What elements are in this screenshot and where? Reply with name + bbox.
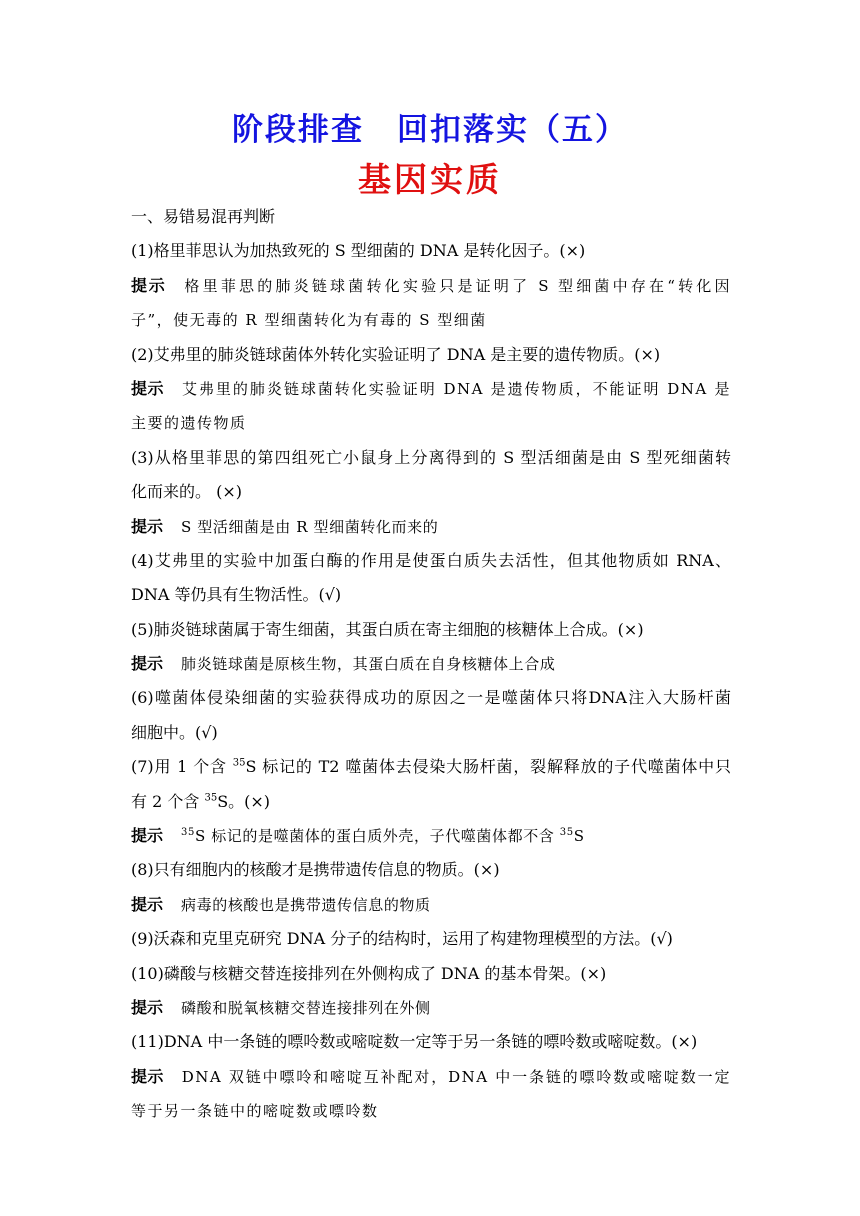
hint-label: 提示 [131,1066,164,1086]
hint-label: 提示 [131,378,164,398]
question-4-line-1: (4)艾弗里的实验中加蛋白酶的作用是使蛋白质失去活性，但其他物质如 RNA、 [131,550,731,570]
hint-label: 提示 [131,997,164,1017]
section-heading: 一、易错易混再判断 [131,207,276,226]
hint-label: 提示 [131,275,167,295]
question-4-line-2: DNA 等仍具有生物活性。(√) [131,585,342,605]
hint-1-line-2: 子”，使无毒的 R 型细菌转化为有毒的 S 型细菌 [131,311,487,330]
question-9: (9)沃森和克里克研究 DNA 分子的结构时，运用了构建物理模型的方法。(√) [131,929,673,949]
hint-5: 提示 肺炎链球菌是原核生物，其蛋白质在自身核糖体上合成 [131,654,556,674]
hint-11-line-2: 等于另一条链中的嘧啶数或嘌呤数 [131,1102,379,1121]
hint-11-line-1: 提示 DNA 双链中嘌呤和嘧啶互补配对，DNA 中一条链的嘌呤数或嘧啶数一定 [131,1066,731,1086]
page-title: 阶段排查 回扣落实（五） [232,112,628,148]
superscript-35: 35 [559,827,574,839]
question-6-line-1: (6)噬菌体侵染细菌的实验获得成功的原因之一是噬菌体只将DNA注入大肠杆菌 [131,688,731,708]
document-body [131,200,731,1129]
question-3-line-1: (3)从格里菲思的第四组死亡小鼠身上分离得到的 S 型活细菌是由 S 型死细菌转 [131,447,731,467]
superscript-35: 35 [181,827,195,839]
hint-label: 提示 [131,654,164,674]
question-6-line-2: 细胞中。(√) [131,722,218,742]
page-subtitle: 基因实质 [358,160,502,199]
question-5: (5)肺炎链球菌属于寄生细菌，其蛋白质在寄主细胞的核糖体上合成。(×) [131,619,644,639]
question-8: (8)只有细胞内的核酸才是携带遗传信息的物质。(×) [131,860,500,880]
question-7-line-1: (7)用 1 个含 $^{35}$S 标记的 T2 噬菌体去侵染大肠杆菌，裂解释放的子代噬菌体中只 [131,757,731,777]
question-7-line-2: 有 2 个含 $^{35}$S。(×) [131,791,271,811]
superscript-35: 35 [204,792,218,804]
hint-label: 提示 [131,894,164,914]
hint-2-line-1: 提示 艾弗里的肺炎链球菌转化实验证明 DNA 是遗传物质，不能证明 DNA 是 [131,378,731,398]
hint-label: 提示 [131,516,164,536]
hint-10: 提示 磷酸和脱氧核糖交替连接排列在外侧 [131,997,431,1017]
question-1: (1)格里菲思认为加热致死的 S 型细菌的 DNA 是转化因子。(×) [131,241,586,261]
question-11: (11)DNA 中一条链的嘌呤数或嘧啶数一定等于另一条链的嘌呤数或嘧啶数。(×) [131,1032,698,1052]
question-3-line-2: 化而来的。 (×) [131,482,242,502]
question-10: (10)磷酸与核糖交替连接排列在外侧构成了 DNA 的基本骨架。(×) [131,963,607,983]
hint-1-line-1: 提示 格里菲思的肺炎链球菌转化实验只是证明了 S 型细菌中存在“转化因 [131,275,731,295]
question-2: (2)艾弗里的肺炎链球菌体外转化实验证明了 DNA 是主要的遗传物质。(×) [131,344,661,364]
hint-2-line-2: 主要的遗传物质 [131,414,247,433]
hint-label: 提示 [131,826,164,846]
hint-7: 提示 $^{35}$S 标记的是噬菌体的蛋白质外壳，子代噬菌体都不含 $^{35}$S [131,826,585,846]
hint-8: 提示 病毒的核酸也是携带遗传信息的物质 [131,894,431,914]
superscript-35: 35 [232,757,246,769]
hint-3: 提示 S 型活细菌是由 R 型细菌转化而来的 [131,516,439,536]
